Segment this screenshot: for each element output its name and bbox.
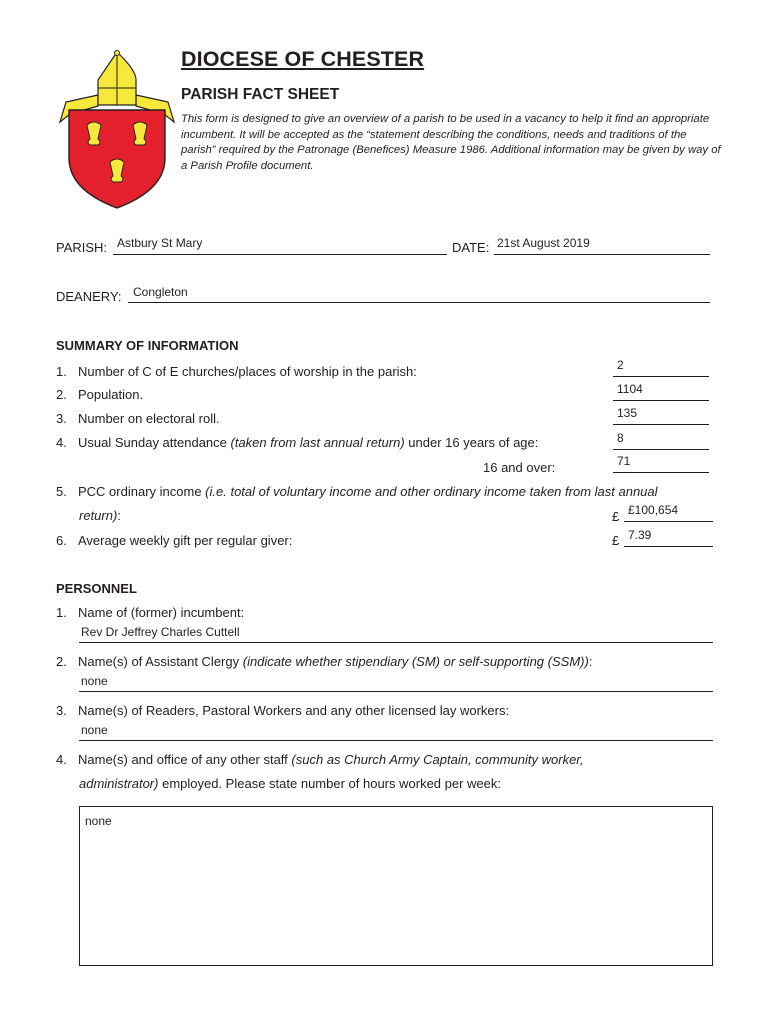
- q4-over-underline: [613, 472, 709, 473]
- q3-underline: [613, 424, 709, 425]
- personnel-p3: 3. Name(s) of Readers, Pastoral Workers and any other licensed lay workers:: [56, 703, 510, 718]
- p3-underline: [79, 740, 713, 741]
- parish-underline: [113, 254, 447, 255]
- weekly-gift-field[interactable]: 7.39: [628, 528, 652, 542]
- page-title: DIOCESE OF CHESTER: [181, 47, 425, 71]
- deanery-field[interactable]: Congleton: [133, 285, 188, 299]
- personnel-p2: 2. Name(s) of Assistant Clergy (indicate whether stipendiary (SM) or self-supporting (SSM)):: [56, 654, 593, 669]
- summary-q5-cont: return):: [79, 508, 121, 523]
- summary-q5: 5. PCC ordinary income (i.e. total of voluntary income and other ordinary income taken from last annual: [56, 484, 658, 499]
- personnel-p4: 4. Name(s) and office of any other staff (such as Church Army Captain, community worker,: [56, 752, 584, 767]
- q6-underline: [624, 546, 713, 547]
- date-label: DATE:: [452, 240, 490, 255]
- attendance-under16-field[interactable]: 8: [617, 431, 624, 445]
- diocese-crest-icon: [58, 50, 176, 210]
- personnel-p1: 1. Name of (former) incumbent:: [56, 605, 245, 620]
- personnel-heading: PERSONNEL: [56, 581, 137, 596]
- summary-q1: 1. Number of C of E churches/places of worship in the parish:: [56, 364, 417, 379]
- readers-field[interactable]: none: [81, 723, 108, 737]
- assistant-clergy-field[interactable]: none: [81, 674, 108, 688]
- population-field[interactable]: 1104: [617, 382, 643, 396]
- parish-field[interactable]: Astbury St Mary: [117, 236, 203, 250]
- p1-underline: [79, 642, 713, 643]
- pound-sign-income: £: [612, 509, 620, 524]
- date-field[interactable]: 21st August 2019: [497, 236, 590, 250]
- summary-q2: 2. Population.: [56, 387, 144, 402]
- summary-q3: 3. Number on electoral roll.: [56, 411, 220, 426]
- q1-underline: [613, 376, 709, 377]
- q5-underline: [624, 521, 713, 522]
- p2-underline: [79, 691, 713, 692]
- pcc-income-field[interactable]: £100,654: [628, 503, 679, 517]
- other-staff-value: none: [85, 814, 112, 828]
- electoral-roll-field[interactable]: 135: [617, 406, 638, 420]
- q4-underline: [613, 449, 709, 450]
- summary-heading: SUMMARY OF INFORMATION: [56, 338, 239, 353]
- other-staff-textbox[interactable]: [79, 806, 713, 966]
- deanery-label: DEANERY:: [56, 289, 122, 304]
- attendance-over16-label: 16 and over:: [483, 460, 556, 475]
- personnel-p4-cont: administrator) employed. Please state number of hours worked per week:: [79, 776, 501, 791]
- summary-q6: 6. Average weekly gift per regular giver:: [56, 533, 293, 548]
- parish-label: PARISH:: [56, 240, 108, 255]
- incumbent-field[interactable]: Rev Dr Jeffrey Charles Cuttell: [81, 625, 240, 639]
- date-underline: [494, 254, 710, 255]
- pound-sign-gift: £: [612, 533, 620, 548]
- attendance-over16-field[interactable]: 71: [617, 454, 631, 468]
- page-subtitle: PARISH FACT SHEET: [181, 86, 340, 103]
- intro-paragraph: This form is designed to give an overview of a parish to be used in a vacancy to help it find an appropriate incumbent. It will be accepted as the “statement describing the conditions, needs and traditions of the parish” required by the Patronage (Benefices) Measure 1986. Additional information may be given by way of a Parish Profile document.: [181, 113, 721, 172]
- q2-underline: [613, 400, 709, 401]
- churches-count-field[interactable]: 2: [617, 358, 624, 372]
- deanery-underline: [128, 302, 710, 303]
- summary-q4: 4. Usual Sunday attendance (taken from last annual return) under 16 years of age:: [56, 435, 539, 450]
